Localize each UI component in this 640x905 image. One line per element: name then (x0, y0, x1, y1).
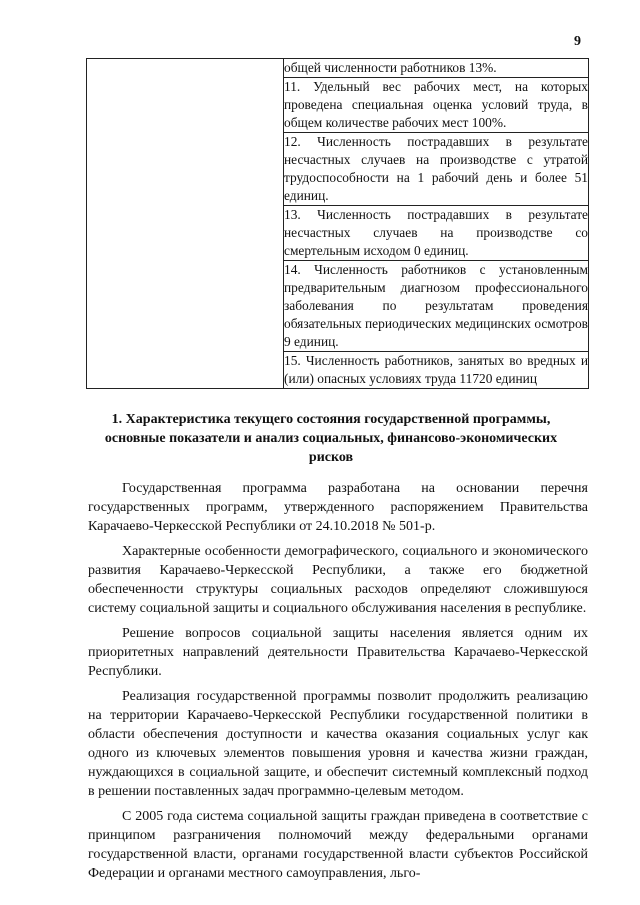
indicator-item: 14. Численность работников с установленным предварительным диагнозом профессионального заболевания по результатам проведения обязательных периодических медицинских осмотров 9 единиц. (284, 262, 589, 349)
paragraph: Государственная программа разработана на основании перечня государственных программ, утвержденного распоряжением Правительства Карачаево-Черкесской Республики от 24.10.2018 № 501-р. (88, 481, 588, 534)
section-heading: 1. Характеристика текущего состояния государственной программы, основные показатели и анализ социальных, финансово-экономических рисков (104, 412, 558, 465)
indicator-item: общей численности работников 13%. (284, 60, 497, 75)
table-cell (284, 261, 589, 352)
indicator-item: 12. Численность пострадавших в результате несчастных случаев на производстве с утратой трудоспособности на 1 рабочий день и более 51 единиц. (284, 134, 588, 203)
table-cell (284, 352, 589, 389)
indicator-item: 11. Удельный вес рабочих мест, на которых проведена специальная оценка условий труда, в общем количестве рабочих мест 100%. (284, 79, 588, 130)
table-row (87, 59, 589, 78)
table-cell (284, 206, 589, 261)
table-cell (284, 78, 589, 133)
section-body (88, 479, 588, 889)
indicator-item: 15. Численность работников, занятых во вредных и (или) опасных условиях труда 11720 единиц (284, 353, 588, 386)
paragraph: Характерные особенности демографического, социального и экономического развития Карачаево-Черкесской Республики, а также его бюджетной обеспеченности структуры социальных расходов определяют сложившуюся систему социальной защиты и социального обслуживания населения в республике. (88, 544, 588, 616)
table-empty-cell (87, 59, 284, 389)
indicator-item: 13. Численность пострадавших в результате несчастных случаев на производстве со смертельным исходом 0 единиц. (284, 207, 588, 258)
table-cell (284, 59, 589, 78)
page-number: 9 (574, 34, 581, 49)
paragraph: С 2005 года система социальной защиты граждан приведена в соответствие с принципом разграничения полномочий между федеральными органами государственной власти, органами государственной власти субъектов Российской Федерации и органами местного самоуправления, льго- (88, 809, 588, 881)
paragraph: Решение вопросов социальной защиты населения является одним их приоритетных направлений деятельности Правительства Карачаево-Черкесской Республики. (88, 626, 588, 679)
paragraph: Реализация государственной программы позволит продолжить реализацию на территории Карачаево-Черкесской Республики государственной политики в области обеспечения доступности и качества оказания социальных услуг как одного из ключевых элементов повышения уровня и качества жизни граждан, нуждающихся в социальной защите, и обеспечит системный комплексный подход в решении поставленных задач программно-целевым методом. (88, 689, 588, 799)
table-cell (284, 133, 589, 206)
indicators-table (86, 58, 589, 389)
